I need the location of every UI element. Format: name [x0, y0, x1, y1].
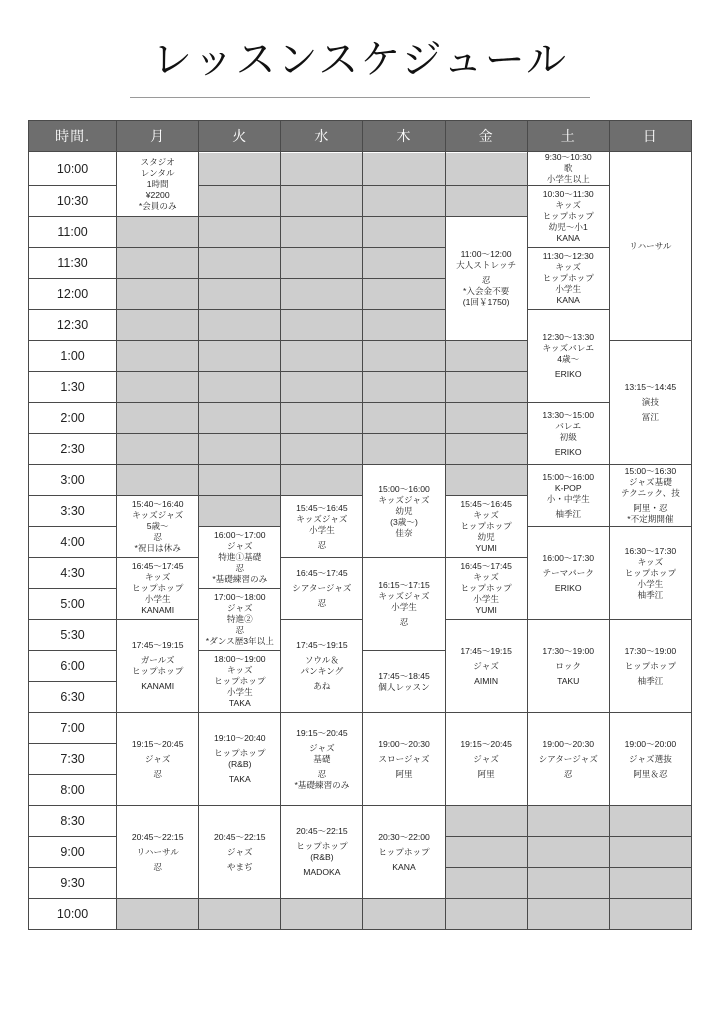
empty-slot-wed	[281, 248, 363, 279]
empty-slot-wed	[281, 403, 363, 434]
schedule-entry-sat: 15:00〜16:00 K-POP 小・中学生 柚季江	[527, 465, 609, 527]
empty-slot-thu	[363, 341, 445, 372]
schedule-entry-sun: 13:15〜14:45 演技 冨江	[609, 341, 691, 465]
empty-slot-wed	[281, 341, 363, 372]
table-row	[29, 403, 692, 434]
empty-slot-mon	[117, 899, 199, 930]
empty-slot-tue	[199, 372, 281, 403]
time-label: 3:00	[29, 465, 117, 496]
empty-slot-fri	[445, 186, 527, 217]
empty-slot-thu	[363, 279, 445, 310]
time-label: 10:30	[29, 186, 117, 217]
empty-slot-fri	[445, 403, 527, 434]
schedule-entry-mon: 16:45〜17:45 キッズ ヒップホップ 小学生 KANAMI	[117, 558, 199, 620]
empty-slot-wed	[281, 372, 363, 403]
empty-slot-thu	[363, 152, 445, 186]
title-divider	[130, 97, 590, 98]
time-label: 2:00	[29, 403, 117, 434]
empty-slot-tue	[199, 496, 281, 527]
time-label: 10:00	[29, 899, 117, 930]
time-label: 8:30	[29, 806, 117, 837]
empty-slot-fri	[445, 372, 527, 403]
table-row	[29, 248, 692, 279]
time-label: 7:30	[29, 744, 117, 775]
empty-slot-fri	[445, 152, 527, 186]
header-mon: 月	[117, 121, 199, 152]
empty-slot-fri	[445, 434, 527, 465]
empty-slot-wed	[281, 217, 363, 248]
empty-slot-wed	[281, 152, 363, 186]
empty-slot-thu	[363, 310, 445, 341]
empty-slot-mon	[117, 434, 199, 465]
schedule-entry-thu: 19:00〜20:30 スロージャズ 阿里	[363, 713, 445, 806]
schedule-entry-tue: 18:00〜19:00 キッズ ヒップホップ 小学生 TAKA	[199, 651, 281, 713]
schedule-entry-wed: 19:15〜20:45 ジャズ 基礎 忍 *基礎練習のみ	[281, 713, 363, 806]
empty-slot-mon	[117, 310, 199, 341]
schedule-entry-wed: 20:45〜22:15 ヒップホップ (R&B) MADOKA	[281, 806, 363, 899]
empty-slot-sat	[527, 868, 609, 899]
empty-slot-fri	[445, 806, 527, 837]
empty-slot-sat	[527, 806, 609, 837]
time-label: 9:30	[29, 868, 117, 899]
time-label: 8:00	[29, 775, 117, 806]
time-label: 10:00	[29, 152, 117, 186]
time-label: 12:30	[29, 310, 117, 341]
schedule-entry-thu: 16:15〜17:15 キッズジャズ 小学生 忍	[363, 558, 445, 651]
time-label: 9:00	[29, 837, 117, 868]
header-wed: 水	[281, 121, 363, 152]
schedule-entry-tue: 16:00〜17:00 ジャズ 特進①基礎 忍 *基礎練習のみ	[199, 527, 281, 589]
table-row	[29, 806, 692, 837]
empty-slot-tue	[199, 152, 281, 186]
empty-slot-tue	[199, 403, 281, 434]
time-label: 11:30	[29, 248, 117, 279]
time-label: 7:00	[29, 713, 117, 744]
schedule-page	[0, 28, 720, 1028]
schedule-entry-tue: 20:45〜22:15 ジャズ やまぢ	[199, 806, 281, 899]
header-fri: 金	[445, 121, 527, 152]
schedule-entry-mon: 19:15〜20:45 ジャズ 忍	[117, 713, 199, 806]
header-tue: 火	[199, 121, 281, 152]
schedule-entry-sun: 15:00〜16:30 ジャズ基礎 テクニック、技 阿里・忍 *不定期開催	[609, 465, 691, 527]
empty-slot-fri	[445, 868, 527, 899]
empty-slot-tue	[199, 465, 281, 496]
time-label: 6:00	[29, 651, 117, 682]
time-label: 4:00	[29, 527, 117, 558]
empty-slot-tue	[199, 217, 281, 248]
header-row	[29, 121, 692, 152]
schedule-entry-wed: 17:45〜19:15 ソウル＆ パンキング あね	[281, 620, 363, 713]
empty-slot-thu	[363, 248, 445, 279]
empty-slot-thu	[363, 403, 445, 434]
empty-slot-sun	[609, 899, 691, 930]
schedule-entry-sun: リハーサル	[609, 152, 691, 341]
schedule-entry-thu: 20:30〜22:00 ヒップホップ KANA	[363, 806, 445, 899]
schedule-entry-wed: 16:45〜17:45 シアタージャズ 忍	[281, 558, 363, 620]
schedule-entry-sun: 17:30〜19:00 ヒップホップ 柚季江	[609, 620, 691, 713]
time-label: 11:00	[29, 217, 117, 248]
empty-slot-fri	[445, 899, 527, 930]
schedule-entry-tue: 17:00〜18:00 ジャズ 特進② 忍 *ダンス歴3年以上	[199, 589, 281, 651]
empty-slot-sat	[527, 837, 609, 868]
empty-slot-tue	[199, 434, 281, 465]
header-sat: 土	[527, 121, 609, 152]
empty-slot-tue	[199, 279, 281, 310]
empty-slot-tue	[199, 186, 281, 217]
empty-slot-wed	[281, 310, 363, 341]
empty-slot-wed	[281, 279, 363, 310]
time-label: 5:30	[29, 620, 117, 651]
schedule-entry-fri: 19:15〜20:45 ジャズ 阿里	[445, 713, 527, 806]
empty-slot-mon	[117, 279, 199, 310]
schedule-entry-wed: 15:45〜16:45 キッズジャズ 小学生 忍	[281, 496, 363, 558]
empty-slot-sun	[609, 868, 691, 899]
schedule-entry-fri: 11:00〜12:00 大人ストレッチ 忍 *入会金不要 (1回￥1750)	[445, 217, 527, 341]
schedule-entry-fri: 15:45〜16:45 キッズ ヒップホップ 幼児 YUMI	[445, 496, 527, 558]
schedule-entry-sat: 11:30〜12:30 キッズ ヒップホップ 小学生 KANA	[527, 248, 609, 310]
empty-slot-thu	[363, 434, 445, 465]
table-row	[29, 713, 692, 744]
schedule-entry-thu: 15:00〜16:00 キッズジャズ 幼児 (3歳〜) 佳奈	[363, 465, 445, 558]
empty-slot-wed	[281, 899, 363, 930]
empty-slot-mon	[117, 403, 199, 434]
empty-slot-wed	[281, 186, 363, 217]
empty-slot-wed	[281, 465, 363, 496]
header-thu: 木	[363, 121, 445, 152]
time-label: 4:30	[29, 558, 117, 589]
table-body	[29, 152, 692, 930]
schedule-entry-sat: 12:30〜13:30 キッズバレエ 4歳〜 ERIKO	[527, 310, 609, 403]
empty-slot-fri	[445, 465, 527, 496]
schedule-table	[28, 120, 692, 930]
empty-slot-sun	[609, 837, 691, 868]
schedule-entry-mon: 17:45〜19:15 ガールズ ヒップホップ KANAMI	[117, 620, 199, 713]
empty-slot-thu	[363, 186, 445, 217]
empty-slot-thu	[363, 372, 445, 403]
time-label: 6:30	[29, 682, 117, 713]
page-title: レッスンスケジュール	[152, 37, 568, 82]
empty-slot-tue	[199, 899, 281, 930]
schedule-entry-sat: 9:30〜10:30 歌 小学生以上	[527, 152, 609, 186]
schedule-entry-thu: 17:45〜18:45 個人レッスン	[363, 651, 445, 713]
empty-slot-mon	[117, 248, 199, 279]
empty-slot-tue	[199, 310, 281, 341]
table-row	[29, 152, 692, 186]
empty-slot-thu	[363, 217, 445, 248]
table-row	[29, 310, 692, 341]
empty-slot-wed	[281, 434, 363, 465]
time-label: 5:00	[29, 589, 117, 620]
schedule-entry-sat: 17:30〜19:00 ロック TAKU	[527, 620, 609, 713]
schedule-entry-sat: 13:30〜15:00 バレエ 初級 ERIKO	[527, 403, 609, 465]
schedule-entry-fri: 17:45〜19:15 ジャズ AIMIN	[445, 620, 527, 713]
empty-slot-sun	[609, 806, 691, 837]
empty-slot-fri	[445, 341, 527, 372]
header-sun: 日	[609, 121, 691, 152]
schedule-entry-mon: スタジオ レンタル 1時間 ¥2200 *会員のみ	[117, 152, 199, 217]
time-label: 3:30	[29, 496, 117, 527]
time-label: 1:00	[29, 341, 117, 372]
schedule-entry-sat: 16:00〜17:30 テーマパーク ERIKO	[527, 527, 609, 620]
empty-slot-thu	[363, 899, 445, 930]
schedule-entry-sun: 16:30〜17:30 キッズ ヒップホップ 小学生 柚季江	[609, 527, 691, 620]
empty-slot-mon	[117, 465, 199, 496]
empty-slot-mon	[117, 372, 199, 403]
time-label: 1:30	[29, 372, 117, 403]
table-row	[29, 620, 692, 651]
schedule-entry-tue: 19:10〜20:40 ヒップホップ (R&B) TAKA	[199, 713, 281, 806]
table-row	[29, 465, 692, 496]
time-label: 2:30	[29, 434, 117, 465]
time-label: 12:00	[29, 279, 117, 310]
empty-slot-tue	[199, 248, 281, 279]
empty-slot-mon	[117, 341, 199, 372]
schedule-entry-mon: 20:45〜22:15 リハーサル 忍	[117, 806, 199, 899]
empty-slot-sat	[527, 899, 609, 930]
schedule-entry-sat: 19:00〜20:30 シアタージャズ 忍	[527, 713, 609, 806]
empty-slot-fri	[445, 837, 527, 868]
schedule-entry-fri: 16:45〜17:45 キッズ ヒップホップ 小学生 YUMI	[445, 558, 527, 620]
schedule-entry-sun: 19:00〜20:00 ジャズ選抜 阿里＆忍	[609, 713, 691, 806]
table-header	[29, 121, 692, 152]
header-time: 時間.	[29, 121, 117, 152]
table-row	[29, 899, 692, 930]
empty-slot-tue	[199, 341, 281, 372]
schedule-entry-mon: 15:40〜16:40 キッズジャズ 5歳〜 忍 *祝日は休み	[117, 496, 199, 558]
schedule-entry-sat: 10:30〜11:30 キッズ ヒップホップ 幼児〜小1 KANA	[527, 186, 609, 248]
empty-slot-mon	[117, 217, 199, 248]
